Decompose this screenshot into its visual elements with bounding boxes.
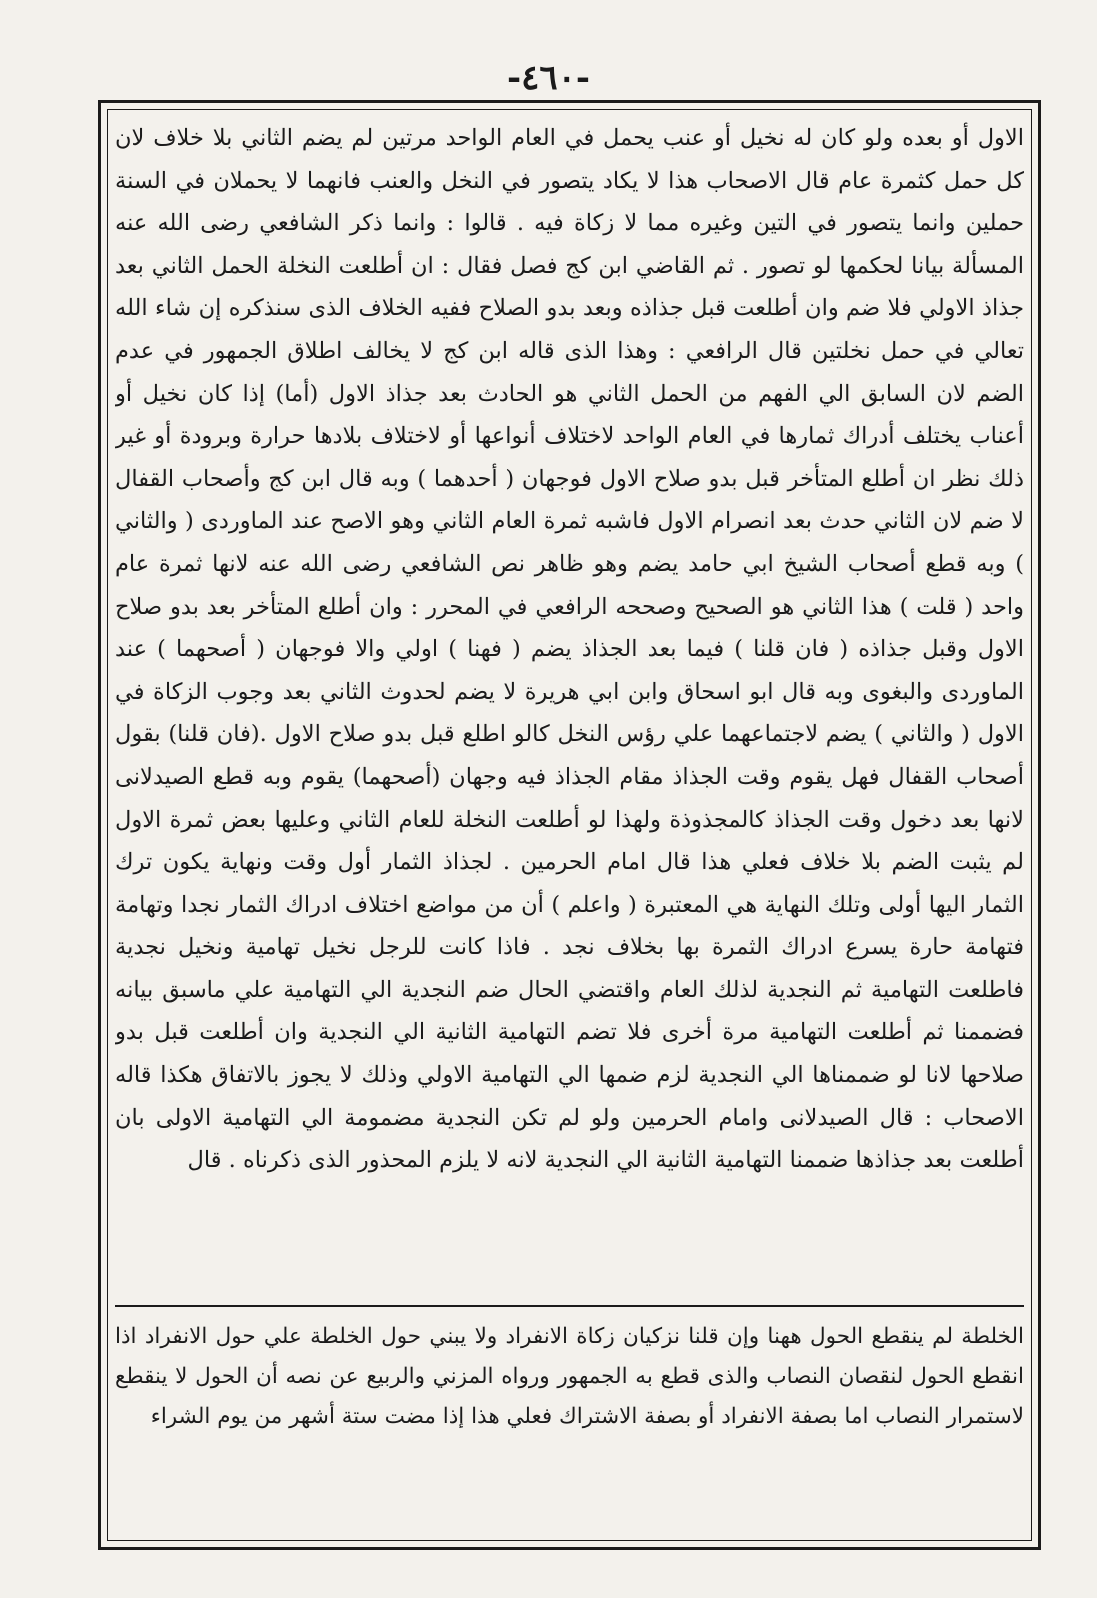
footnote-divider: [115, 1305, 1024, 1307]
main-text: [115, 117, 1024, 1297]
page-number: -٤٦٠-: [506, 58, 591, 98]
main-paragraph: الاول أو بعده ولو كان له نخيل أو عنب يحمل في العام الواحد مرتين لم يضم الثاني بلا خلاف لان كل حمل كثمرة عام قال الاصحاب هذا لا يكاد يتصور في النخل والعنب فانهما لا يحملان في السنة حملين وانما يتصور في التين وغيره مما لا زكاة فيه . قالوا : وانما ذكر الشافعي رضى الله عنه المسألة بيانا لحكمها لو تصور . ثم القاضي ابن كج فصل فقال : ان أطلعت النخلة الحمل الثاني بعد جذاذ الاولي فلا ضم وان أطلعت قبل جذاذه وبعد بدو الصلاح ففيه الخلاف الذى سنذكره إن شاء الله تعالي في حمل نخلتين قال الرافعي : وهذا الذى قاله ابن كج لا يخالف اطلاق الجمهور في عدم الضم لان السابق الي الفهم من الحمل الثاني هو الحادث بعد جذاذ الاول (أما) إذا كان نخيل أو أعناب يختلف أدراك ثمارها في العام الواحد لاختلاف أنواعها أو لاختلاف بلادها حرارة وبرودة أو غير ذلك نظر ان أطلع المتأخر قبل بدو صلاح الاول فوجهان ( أحدهما ) وبه قال ابن كج وأصحاب القفال لا ضم لان الثاني حدث بعد انصرام الاول فاشبه ثمرة العام الثاني وهو الاصح عند الماوردى ( والثاني ) وبه قطع أصحاب الشيخ ابي حامد يضم وهو ظاهر نص الشافعي رضى الله عنه لانها ثمرة عام واحد ( قلت ) هذا الثاني هو الصحيح وصححه الرافعي في المحرر : وان أطلع المتأخر بعد بدو صلاح الاول وقبل جذاذه ( فان قلنا ) فيما بعد الجذاذ يضم ( فهنا ) اولي والا فوجهان ( أصحهما ) عند الماوردى والبغوى وبه قال ابو اسحاق وابن ابي هريرة لا يضم لحدوث الثاني بعد وجوب الزكاة في الاول ( والثاني ) يضم لاجتماعهما علي رؤس النخل كالو اطلع قبل بدو صلاح الاول .(فان قلنا) بقول أصحاب القفال فهل يقوم وقت الجذاذ مقام الجذاذ فيه وجهان (أصحهما) يقوم وبه قطع الصيدلانى لانها بعد دخول وقت الجذاذ كالمجذوذة ولهذا لو أطلعت النخلة للعام الثاني وعليها بعض ثمرة الاول لم يثبت الضم بلا خلاف فعلي هذا قال امام الحرمين . لجذاذ الثمار أول وقت ونهاية يكون ترك الثمار اليها أولى وتلك النهاية هي المعتبرة ( واعلم ) أن من مواضع اختلاف ادراك الثمار نجدا وتهامة فتهامة حارة يسرع ادراك الثمرة بها بخلاف نجد . فاذا كانت للرجل نخيل تهامية ونخيل نجدية فاطلعت التهامية ثم النجدية لذلك العام واقتضي الحال ضم النجدية الي التهامية علي ماسبق بيانه فضممنا ثم أطلعت التهامية مرة أخرى فلا تضم التهامية الثانية الي النجدية وان أطلعت قبل بدو صلاحها لانا لو ضممناها الي النجدية لزم ضمها الي التهامية الاولي وذلك لا يجوز بالاتفاق هكذا قاله الاصحاب : قال الصيدلانى وامام الحرمين ولو لم تكن النجدية مضمومة الي التهامية الاولى بان أطلعت بعد جذاذها ضممنا التهامية الثانية الي النجدية لانه لا يلزم المحذور الذى ذكرناه . قال: [115, 125, 1024, 1174]
footnote-paragraph: الخلطة لم ينقطع الحول ههنا وإن قلنا نزكيان زكاة الانفراد ولا يبني حول الخلطة علي حول الانفراد اذا انقطع الحول لنقصان النصاب والذى قطع به الجمهور ورواه المزني والربيع عن نصه أن الحول لا ينقطع لاستمرار النصاب اما بصفة الانفراد أو بصفة الاشتراك فعلي هذا إذا مضت ستة أشهر من يوم الشراء: [115, 1324, 1024, 1429]
page-frame: [98, 100, 1041, 1550]
footnote-text: [115, 1317, 1024, 1517]
